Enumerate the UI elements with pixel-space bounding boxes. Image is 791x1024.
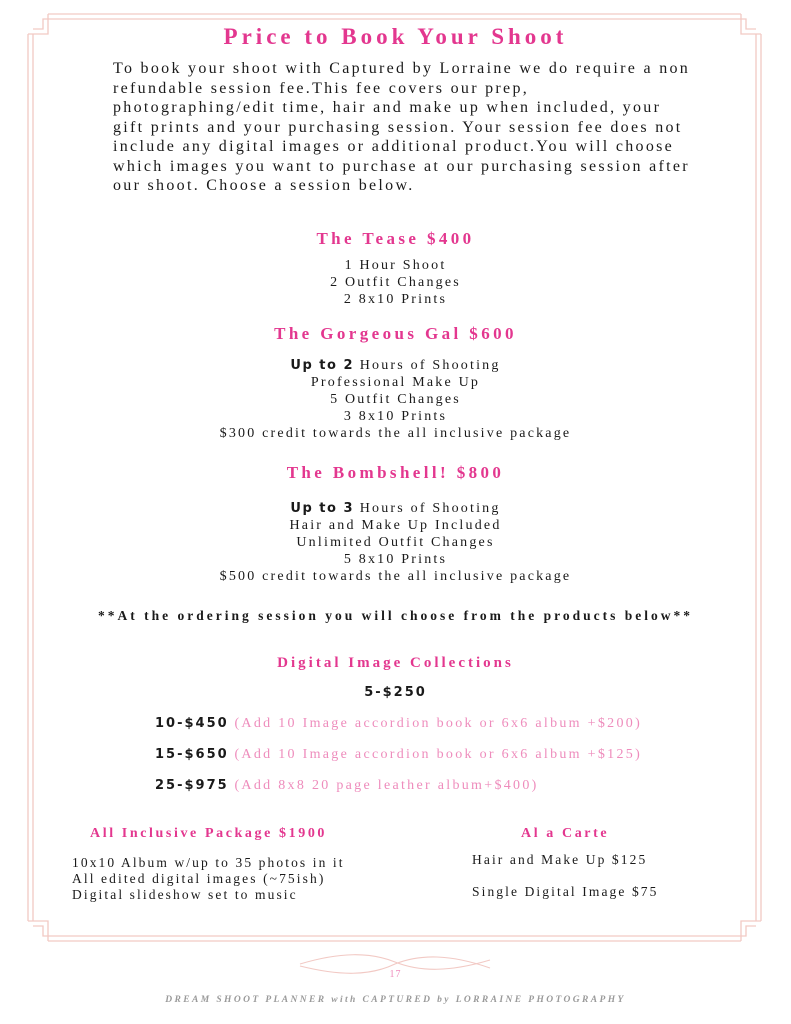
- package-title-gorgeous-gal: The Gorgeous Gal $600: [274, 324, 517, 343]
- collection-price: 10-$450: [155, 716, 229, 731]
- package-lead: Up to 3: [290, 501, 355, 516]
- package-line: 3 8x10 Prints: [343, 409, 448, 424]
- page-number: 17: [389, 969, 402, 980]
- intro-paragraph: To book your shoot with Captured by Lorraine we do require a non refundable session fee.This fee covers our prep, photographing/edit time, hair and make up when included, your gift prints and your purchasing session. Your session fee does not include any digital images or additional product.You will choose which images you want to purchase at our purchasing session after our shoot. Choose a session below.: [113, 60, 691, 194]
- digital-collection-10: [155, 716, 642, 732]
- package-title-tease: The Tease $400: [316, 229, 475, 248]
- digital-collections-title: Digital Image Collections: [277, 655, 514, 671]
- package-line-lead: [0, 357, 791, 374]
- collection-price: 15-$650: [155, 747, 229, 762]
- a-la-carte-title: Al a Carte: [521, 826, 610, 841]
- page-footer: DREAM SHOOT PLANNER with CAPTURED by LORRAINE PHOTOGRAPHY: [165, 995, 626, 1005]
- a-la-carte-item: Hair and Make Up $125: [472, 852, 648, 867]
- package-line: 1 Hour Shoot: [344, 258, 447, 273]
- collection-price: 25-$975: [155, 778, 229, 793]
- all-inclusive-line: Digital slideshow set to music: [72, 887, 298, 902]
- package-line: Unlimited Outfit Changes: [296, 535, 495, 550]
- package-line: $300 credit towards the all inclusive package: [219, 426, 572, 441]
- all-inclusive-line: 10x10 Album w/up to 35 photos in it: [72, 855, 345, 870]
- package-title-bombshell: The Bombshell! $800: [286, 463, 505, 482]
- digital-collection-15: [155, 747, 642, 763]
- collection-price: 5-$250: [364, 685, 427, 700]
- digital-collection-5: [0, 685, 791, 700]
- package-line: 2 8x10 Prints: [343, 292, 448, 307]
- package-line: 2 Outfit Changes: [330, 275, 461, 290]
- package-line: 5 8x10 Prints: [343, 552, 448, 567]
- package-line: $500 credit towards the all inclusive package: [219, 569, 572, 584]
- all-inclusive-title: All Inclusive Package $1900: [90, 826, 328, 841]
- collection-addon: (Add 10 Image accordion book or 6x6 album +$200): [228, 716, 643, 731]
- package-line: 5 Outfit Changes: [330, 392, 461, 407]
- package-lead-rest: Hours of Shooting: [354, 358, 501, 373]
- collection-addon: (Add 10 Image accordion book or 6x6 album +$125): [228, 747, 643, 762]
- digital-collection-25: [155, 778, 539, 794]
- a-la-carte-item: Single Digital Image $75: [472, 884, 659, 899]
- package-line: Professional Make Up: [310, 375, 481, 390]
- all-inclusive-line: All edited digital images (~75ish): [72, 871, 326, 886]
- package-details-tease: [0, 257, 791, 308]
- package-lead: Up to 2: [290, 358, 355, 373]
- package-line: Hair and Make Up Included: [289, 518, 502, 533]
- package-lead-rest: Hours of Shooting: [354, 501, 501, 516]
- all-inclusive-details: [72, 855, 345, 903]
- collection-addon: (Add 8x8 20 page leather album+$400): [228, 778, 539, 793]
- ordering-note: **At the ordering session you will choose from the products below**: [98, 608, 693, 623]
- package-details-bombshell: [0, 500, 791, 585]
- package-details-gorgeous-gal: [0, 357, 791, 442]
- package-line-lead: [0, 500, 791, 517]
- page-title: Price to Book Your Shoot: [223, 24, 568, 49]
